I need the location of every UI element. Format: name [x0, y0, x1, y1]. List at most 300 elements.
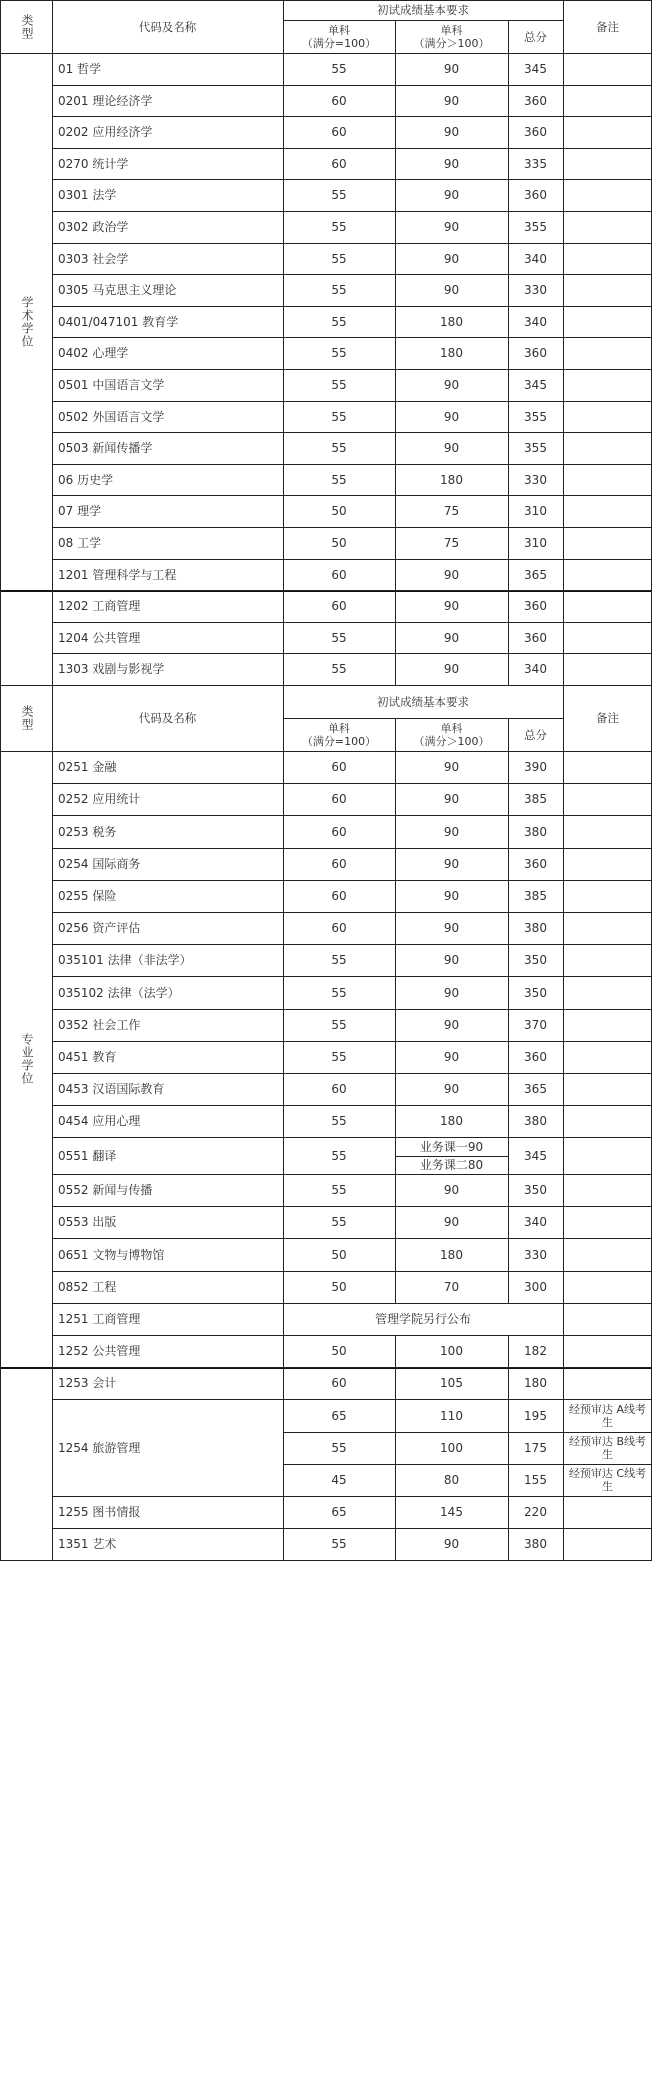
score-total: 380	[524, 921, 547, 935]
note-cell	[563, 848, 652, 880]
grid-line	[283, 369, 284, 401]
grid-line	[395, 559, 396, 590]
grid-line	[395, 751, 396, 783]
score-total: 360	[524, 599, 547, 613]
score-single-over100: 90	[443, 1215, 460, 1229]
score-single-over100: 180	[440, 314, 463, 329]
grid-line	[508, 559, 509, 590]
score-single-over100: 90	[443, 441, 460, 455]
note-cell	[563, 85, 652, 116]
grid-line	[508, 306, 509, 337]
grid-line	[283, 464, 284, 495]
score-total: 370	[524, 1018, 547, 1032]
grid-line	[395, 53, 396, 85]
grid-line	[395, 306, 396, 337]
grid-line	[395, 1335, 396, 1367]
grid-line	[508, 116, 509, 148]
score-single-100: 55	[331, 409, 347, 424]
grid-line	[283, 85, 284, 116]
grid-line	[283, 495, 284, 527]
note-cell	[563, 1496, 652, 1528]
grid-line	[283, 337, 284, 369]
grid-line	[52, 337, 53, 369]
grid-line	[52, 432, 53, 464]
score-total: 360	[524, 630, 547, 645]
grid-line	[52, 85, 53, 116]
tourism-line-note: 经预审达 C线考生	[568, 1467, 647, 1493]
grid-line	[508, 464, 509, 495]
score-single-100: 60	[331, 599, 347, 613]
note-cell	[563, 464, 652, 495]
grid-line	[563, 1238, 564, 1271]
grid-line	[283, 53, 284, 85]
grid-line	[52, 495, 53, 527]
score-total: 360	[524, 857, 547, 871]
grid-line	[283, 1528, 284, 1560]
grid-line	[395, 1137, 396, 1174]
grid-line	[283, 1174, 284, 1206]
score-single-over100: 90	[443, 599, 460, 613]
score-single-over100: 100	[440, 1344, 463, 1358]
note-cell	[563, 1303, 652, 1335]
score-subject-two: 业务课二80	[419, 1158, 484, 1172]
score-total: 300	[524, 1280, 547, 1294]
grid-line	[508, 148, 509, 179]
score-total: 345	[524, 1148, 547, 1163]
score-single-100: 60	[331, 567, 347, 582]
grid-line	[395, 495, 396, 527]
professional-row: 0852 工程	[58, 1280, 117, 1294]
grid-line	[395, 1399, 396, 1432]
grid-line	[563, 274, 564, 306]
professional-row: 1255 图书情报	[58, 1505, 141, 1519]
score-total: 360	[524, 93, 547, 108]
grid-line	[283, 211, 284, 243]
score-total: 355	[524, 441, 547, 455]
score-single-over100: 90	[443, 953, 460, 967]
grid-line	[283, 1496, 284, 1528]
grid-line	[508, 1105, 509, 1137]
grid-line	[52, 0, 53, 53]
professional-row: 0254 国际商务	[58, 857, 141, 871]
score-single-over100: 90	[443, 792, 460, 806]
professional-row: 0253 税务	[58, 824, 117, 839]
score-single-over100: 90	[443, 125, 460, 139]
note-cell	[563, 369, 652, 401]
grid-line	[395, 1206, 396, 1238]
score-total: 340	[524, 1215, 547, 1229]
grid-line	[283, 559, 284, 590]
grid-line	[508, 1137, 509, 1174]
note-header: 备注	[596, 711, 619, 725]
grid-line	[395, 1009, 396, 1041]
grid-line	[563, 85, 564, 116]
grid-line	[563, 912, 564, 944]
grid-line	[395, 590, 396, 622]
score-single-over100: 180	[440, 1247, 463, 1262]
score-single-100: 60	[331, 857, 347, 871]
grid-line	[395, 401, 396, 432]
grid-line	[395, 527, 396, 559]
score-single-100: 60	[331, 1376, 347, 1390]
grid-line	[52, 590, 53, 622]
grid-line	[52, 685, 53, 751]
score-group-header: 初试成绩基本要求	[377, 694, 469, 709]
score-total: 360	[524, 1050, 547, 1064]
grid-line	[395, 622, 396, 653]
score-single-100: 55	[331, 251, 347, 266]
grid-line	[395, 1105, 396, 1137]
grid-line	[283, 1271, 284, 1303]
grid-line	[395, 976, 396, 1009]
score-single-over100: 90	[443, 1183, 460, 1197]
grid-line	[508, 401, 509, 432]
score-single-over100: 90	[443, 378, 460, 392]
score-single-over100: 90	[443, 156, 460, 171]
note-cell	[563, 653, 652, 685]
note-cell	[563, 243, 652, 274]
grid-line	[508, 718, 509, 751]
grid-line	[563, 976, 564, 1009]
grid-line	[283, 783, 284, 815]
grid-line	[563, 1432, 564, 1464]
score-total: 175	[524, 1441, 547, 1455]
academic-row: 0201 理论经济学	[58, 93, 153, 108]
grid-line	[283, 944, 284, 976]
score-single-100: 55	[331, 314, 347, 329]
score-total: 350	[524, 985, 547, 1000]
score-single-100: 55	[331, 188, 347, 202]
grid-line	[283, 976, 284, 1009]
grid-line	[283, 148, 284, 179]
note-cell	[563, 944, 652, 976]
table-bottom-line	[0, 1560, 652, 1561]
score-single-100: 50	[331, 536, 347, 550]
grid-line	[563, 464, 564, 495]
academic-row: 0401/047101 教育学	[58, 314, 179, 329]
score-single-100: 55	[331, 1148, 347, 1163]
note-header: 备注	[596, 19, 619, 34]
score-single-over100: 80	[443, 1473, 460, 1487]
score-single-100: 55	[331, 283, 347, 297]
grid-line	[508, 880, 509, 912]
grid-line	[395, 944, 396, 976]
grid-line	[508, 1399, 509, 1432]
grid-line	[283, 1238, 284, 1271]
score-total: 355	[524, 409, 547, 424]
score-total: 330	[524, 1247, 547, 1262]
note-cell	[563, 912, 652, 944]
grid-line	[563, 495, 564, 527]
tourism-line-note: 经预审达 B线考生	[568, 1435, 647, 1461]
score-total: 310	[524, 504, 547, 518]
score-single-over100: 100	[440, 1441, 463, 1455]
academic-row: 07 理学	[58, 504, 102, 518]
total-header: 总分	[524, 29, 547, 44]
score-single-100: 50	[331, 504, 347, 518]
score-single-100: 55	[331, 1050, 347, 1064]
score-single-100: 55	[331, 662, 347, 676]
category-header: 类型	[20, 705, 34, 731]
grid-line	[563, 1496, 564, 1528]
score-total: 220	[524, 1505, 547, 1519]
grid-line	[563, 243, 564, 274]
score-single-over100: 90	[443, 760, 460, 774]
grid-line	[283, 527, 284, 559]
grid-line	[508, 179, 509, 211]
grid-line	[52, 306, 53, 337]
grid-line	[508, 653, 509, 685]
score-single-100: 55	[331, 953, 347, 967]
grid-line	[508, 912, 509, 944]
score-single-100: 55	[331, 1215, 347, 1229]
score-single-100: 55	[331, 346, 347, 360]
score-single-over100: 75	[443, 536, 460, 550]
note-cell	[563, 148, 652, 179]
academic-row: 1204 公共管理	[58, 630, 141, 645]
grid-line	[395, 815, 396, 848]
grid-line	[283, 243, 284, 274]
score-single-100: 55	[331, 985, 347, 1000]
grid-line	[563, 211, 564, 243]
score-single-over100: 180	[440, 1114, 463, 1128]
score-single-over100: 90	[443, 188, 460, 202]
grid-line	[283, 880, 284, 912]
grid-line	[508, 848, 509, 880]
grid-line	[563, 53, 564, 85]
grid-line	[395, 912, 396, 944]
grid-line	[52, 464, 53, 495]
score-single-over100: 110	[440, 1408, 463, 1423]
grid-line	[52, 116, 53, 148]
score-single-100: 65	[331, 1408, 347, 1423]
score-single-100: 55	[331, 378, 347, 392]
score-single-100: 50	[331, 1247, 347, 1262]
grid-line	[283, 1137, 284, 1174]
note-cell	[563, 116, 652, 148]
academic-row: 1201 管理科学与工程	[58, 567, 177, 582]
grid-line	[395, 1528, 396, 1560]
grid-line	[395, 1464, 396, 1496]
score-single-100: 55	[331, 1537, 347, 1551]
score-single-100: 45	[331, 1473, 347, 1487]
grid-line	[563, 306, 564, 337]
grid-line	[563, 815, 564, 848]
code-name-header: 代码及名称	[138, 19, 197, 34]
grid-line	[563, 1041, 564, 1073]
academic-row: 1303 戏剧与影视学	[58, 662, 165, 676]
note-cell	[563, 815, 652, 848]
grid-line	[395, 1073, 396, 1105]
code-name-header: 代码及名称	[138, 711, 197, 725]
score-single-100: 60	[331, 792, 347, 806]
academic-row: 0402 心理学	[58, 346, 129, 360]
score-total: 180	[524, 1376, 547, 1390]
grid-line	[563, 1105, 564, 1137]
academic-row: 08 工学	[58, 536, 102, 550]
grid-line	[395, 432, 396, 464]
grid-line	[283, 1105, 284, 1137]
grid-line	[283, 306, 284, 337]
grid-line	[563, 369, 564, 401]
note-cell	[563, 880, 652, 912]
note-cell	[563, 495, 652, 527]
note-cell	[563, 1367, 652, 1399]
score-total: 380	[524, 1114, 547, 1128]
grid-line	[283, 1073, 284, 1105]
score-single-100: 60	[331, 1082, 347, 1096]
score-single-over100: 90	[443, 567, 460, 582]
note-cell	[563, 1206, 652, 1238]
grid-line	[563, 1303, 564, 1335]
grid-line	[563, 653, 564, 685]
grid-line	[508, 590, 509, 622]
grid-line	[283, 1041, 284, 1073]
score-single-over100: 90	[443, 93, 460, 108]
score-total: 355	[524, 220, 547, 234]
score-single-100: 60	[331, 156, 347, 171]
professional-row: 0454 应用心理	[58, 1114, 141, 1128]
grid-line	[508, 432, 509, 464]
professional-category-label: 专业学位	[20, 1033, 34, 1085]
score-single-100: 50	[331, 1280, 347, 1294]
single-subject-over100-header: 单科 （满分＞100）	[413, 23, 490, 50]
grid-line	[283, 179, 284, 211]
grid-line	[52, 243, 53, 274]
score-total: 380	[524, 1537, 547, 1551]
score-single-100: 55	[331, 1018, 347, 1032]
grid-line	[395, 880, 396, 912]
grid-line	[395, 1496, 396, 1528]
professional-row: 1253 会计	[58, 1376, 117, 1390]
grid-line	[563, 1367, 564, 1399]
grid-line	[283, 1206, 284, 1238]
note-cell	[563, 1041, 652, 1073]
grid-line	[508, 1073, 509, 1105]
academic-row: 0501 中国语言文学	[58, 378, 165, 392]
score-single-over100: 180	[440, 472, 463, 487]
note-cell	[563, 1105, 652, 1137]
score-single-over100: 90	[443, 1082, 460, 1096]
academic-row: 06 历史学	[58, 472, 114, 487]
grid-line	[563, 1271, 564, 1303]
professional-row: 0255 保险	[58, 889, 117, 903]
score-single-over100: 180	[440, 346, 463, 360]
professional-row: 0251 金融	[58, 760, 117, 774]
tourism-line-note: 经预审达 A线考生	[568, 1402, 647, 1429]
professional-row: 035102 法律（法学）	[58, 985, 180, 1000]
grid-line	[563, 1009, 564, 1041]
academic-row: 0301 法学	[58, 188, 117, 202]
grid-line	[395, 243, 396, 274]
grid-line	[52, 622, 53, 653]
score-single-over100: 90	[443, 889, 460, 903]
grid-line	[508, 751, 509, 783]
grid-line	[508, 1335, 509, 1367]
score-total: 365	[524, 1082, 547, 1096]
grid-line	[508, 1528, 509, 1560]
total-header: 总分	[524, 727, 547, 742]
grid-line	[395, 1432, 396, 1464]
professional-row: 0552 新闻与传播	[58, 1183, 153, 1197]
professional-row: 0453 汉语国际教育	[58, 1082, 165, 1096]
professional-row: 0256 资产评估	[58, 921, 141, 935]
note-cell	[563, 1238, 652, 1271]
score-group-header: 初试成绩基本要求	[377, 3, 469, 17]
grid-line	[563, 1073, 564, 1105]
note-cell	[563, 559, 652, 590]
grid-line	[52, 401, 53, 432]
score-single-100: 60	[331, 889, 347, 903]
grid-line	[508, 1041, 509, 1073]
single-subject-100-header: 单科 （满分=100）	[301, 721, 377, 748]
grid-line	[395, 211, 396, 243]
academic-row: 0502 外国语言文学	[58, 409, 165, 424]
grid-line	[395, 464, 396, 495]
grid-line	[563, 527, 564, 559]
note-cell	[563, 1073, 652, 1105]
score-total: 345	[524, 378, 547, 392]
academic-row: 1202 工商管理	[58, 599, 141, 613]
grid-line	[52, 751, 53, 1560]
grid-line	[563, 783, 564, 815]
note-cell	[563, 783, 652, 815]
note-cell	[563, 337, 652, 369]
score-total: 350	[524, 1183, 547, 1197]
score-single-100: 60	[331, 760, 347, 774]
grid-line	[395, 848, 396, 880]
grid-line	[283, 401, 284, 432]
grid-line	[563, 622, 564, 653]
score-single-over100: 90	[443, 824, 460, 839]
grid-line	[563, 148, 564, 179]
score-single-100: 55	[331, 1183, 347, 1197]
single-subject-over100-header: 单科 （满分＞100）	[413, 721, 490, 748]
score-single-over100: 90	[443, 921, 460, 935]
grid-line	[508, 976, 509, 1009]
grid-line	[283, 685, 284, 751]
grid-line	[508, 369, 509, 401]
score-single-100: 60	[331, 125, 347, 139]
grid-line	[283, 1367, 284, 1399]
category-header: 类型	[20, 13, 34, 40]
grid-line	[395, 337, 396, 369]
score-total: 310	[524, 536, 547, 550]
score-total: 360	[524, 125, 547, 139]
grid-line	[395, 85, 396, 116]
note-cell	[563, 1174, 652, 1206]
grid-line	[563, 337, 564, 369]
score-single-100: 60	[331, 921, 347, 935]
grid-line	[508, 1496, 509, 1528]
grid-line	[395, 369, 396, 401]
grid-line	[563, 1174, 564, 1206]
grid-line	[52, 179, 53, 211]
academic-row: 0305 马克思主义理论	[58, 283, 177, 297]
score-single-over100: 90	[443, 409, 460, 424]
grid-line	[563, 685, 564, 751]
grid-line	[508, 211, 509, 243]
grid-line	[563, 432, 564, 464]
note-cell	[563, 590, 652, 622]
score-total: 340	[524, 251, 547, 266]
grid-line	[0, 0, 1, 685]
professional-row: 0651 文物与博物馆	[58, 1247, 165, 1262]
grid-line	[395, 116, 396, 148]
grid-line	[283, 848, 284, 880]
score-single-over100: 70	[443, 1280, 460, 1294]
grid-line	[563, 1137, 564, 1174]
